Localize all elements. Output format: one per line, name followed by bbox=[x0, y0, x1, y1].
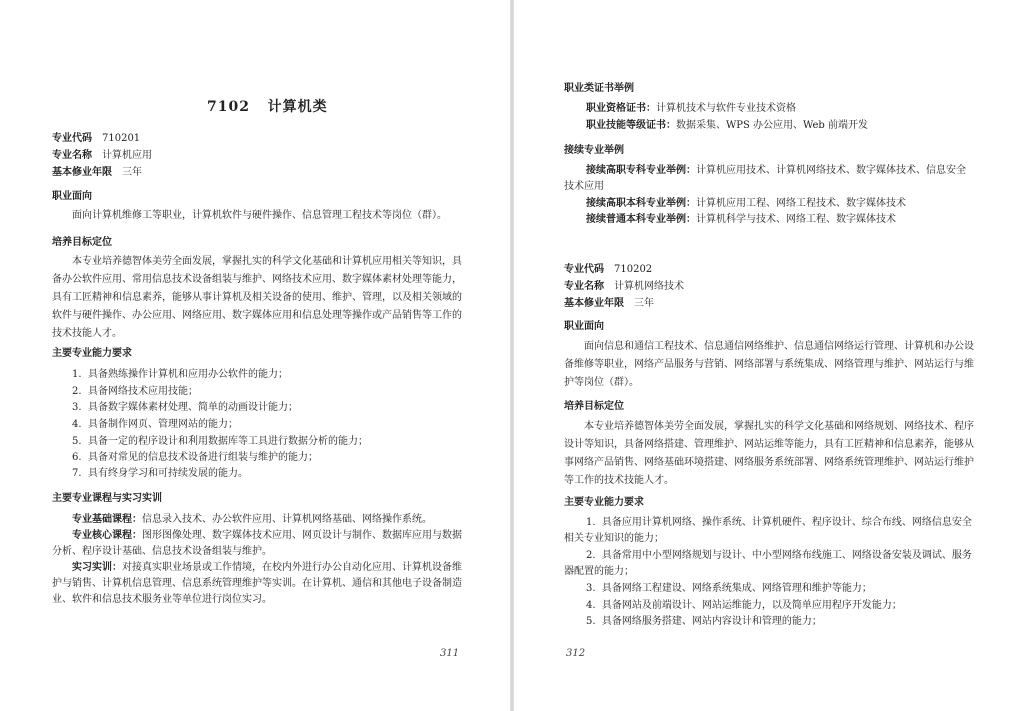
continue-heading: 接续专业举例 bbox=[564, 145, 624, 156]
career-text: 面向计算机维修工等职业，计算机软件与硬件操作、信息管理工程技术等岗位（群）。 bbox=[72, 210, 447, 221]
ability-item: 5. 具备网络服务搭建、网站内容设计和管理的能力； bbox=[586, 616, 822, 627]
career-heading: 职业面向 bbox=[52, 191, 92, 202]
cert-heading: 职业类证书举例 bbox=[564, 83, 634, 94]
field-name: 专业名称 计算机应用 bbox=[52, 150, 152, 161]
ability-item: 4. 具备网站及前端设计、网站运维能力，以及简单应用程序开发能力； bbox=[586, 600, 902, 611]
field-code: 专业代码 710202 bbox=[564, 264, 653, 275]
course-heading: 主要专业课程与实习实训 bbox=[52, 493, 162, 504]
ability-item: 2. 具备常用中小型网络规划与设计、中小型网络布线施工、网络设备安装及调试、服务器配置的能力； bbox=[564, 550, 972, 577]
ability-item: 3. 具备数字媒体素材处理、简单的动画设计能力； bbox=[72, 402, 298, 413]
ability-heading: 主要专业能力要求 bbox=[564, 497, 644, 508]
field-years: 基本修业年限 三年 bbox=[564, 298, 654, 309]
ability-item: 5. 具备一定的程序设计和利用数据库等工具进行数据分析的能力； bbox=[72, 436, 368, 447]
right-page bbox=[514, 0, 1024, 711]
career-heading: 职业面向 bbox=[564, 321, 604, 332]
ability-item: 7. 具有终身学习和可持续发展的能力。 bbox=[72, 468, 248, 479]
ability-heading: 主要专业能力要求 bbox=[52, 348, 132, 359]
field-code: 专业代码 710201 bbox=[52, 133, 141, 144]
page-number: 312 bbox=[566, 648, 586, 659]
ability-item: 1. 具备应用计算机网络、操作系统、计算机硬件、程序设计、综合布线、网络信息安全相关专业知识的能力； bbox=[564, 517, 972, 544]
goal-text: 本专业培养德智体美劳全面发展，掌握扎实的科学文化基础和计算机应用相关等知识，具备办公软件应用、常用信息技术设备组装与维护、网络技术应用、数字媒体素材处理等能力，具有工匠精神和信息素养，能够从事计算机及相关设备的使用、维护、管理，以及相关领域的软件与硬件操作、办公应用、网络应用、数字媒体应用和信息处理等操作或产品销售等工作的技术技能人才。 bbox=[52, 256, 462, 339]
continue-item: 接续普通本科专业举例：计算机科学与技术、网络工程、数字媒体技术 bbox=[586, 214, 896, 225]
course-core: 专业核心课程：图形图像处理、数字媒体技术应用、网页设计与制作、数据库应用与数据分析、程序设计基础、信息技术设备组装与维护。 bbox=[52, 530, 462, 557]
ability-item: 3. 具备网络工程建设、网络系统集成、网络管理和维护等能力； bbox=[586, 583, 872, 594]
goal-text: 本专业培养德智体美劳全面发展，掌握扎实的科学文化基础和网络规划、网络技术、程序设计等知识，具备网络搭建、管理维护、网站运维等能力，具有工匠精神和信息素养，能够从事网络产品销售、网络基础环境搭建、网络服务系统部署、网络系统管理维护、网站运行维护等工作的技术技能人才。 bbox=[564, 421, 974, 486]
career-text: 面向信息和通信工程技术、信息通信网络维护、信息通信网络运行管理、计算机和办公设备维修等职业，网络产品服务与营销、网络部署与系统集成、网络管理与维护、网站运行与维护等岗位（群）。 bbox=[564, 341, 974, 388]
ability-item: 6. 具备对常见的信息技术设备进行组装与维护的能力； bbox=[72, 452, 318, 463]
page-title: 7102 计算机类 bbox=[207, 99, 328, 115]
ability-item: 2. 具备网络技术应用技能； bbox=[72, 386, 198, 397]
ability-item: 4. 具备制作网页、管理网站的能力； bbox=[72, 419, 238, 430]
continue-item: 接续高职专科专业举例：计算机应用技术、计算机网络技术、数字媒体技术、信息安全技术应用 bbox=[564, 165, 966, 192]
cert-item: 职业技能等级证书：数据采集、WPS 办公应用、Web 前端开发 bbox=[586, 120, 868, 131]
goal-heading: 培养目标定位 bbox=[52, 237, 112, 248]
course-basic: 专业基础课程：信息录入技术、办公软件应用、计算机网络基础、网络操作系统。 bbox=[72, 514, 432, 525]
page-number: 311 bbox=[440, 648, 460, 659]
goal-heading: 培养目标定位 bbox=[564, 401, 624, 412]
left-page bbox=[0, 0, 510, 711]
field-name: 专业名称 计算机网络技术 bbox=[564, 281, 684, 292]
course-practice: 实习实训：对接真实职业场景或工作情境，在校内外进行办公自动化应用、计算机设备维护与销售、计算机信息管理、信息系统管理维护等实训。在计算机、通信和其他电子设备制造业、软件和信息技术服务业等单位进行岗位实习。 bbox=[52, 562, 462, 605]
continue-item: 接续高职本科专业举例：计算机应用工程、网络工程技术、数字媒体技术 bbox=[586, 198, 906, 209]
cert-item: 职业资格证书：计算机技术与软件专业技术资格 bbox=[586, 103, 796, 114]
ability-item: 1. 具备熟练操作计算机和应用办公软件的能力； bbox=[72, 369, 288, 380]
field-years: 基本修业年限 三年 bbox=[52, 167, 142, 178]
